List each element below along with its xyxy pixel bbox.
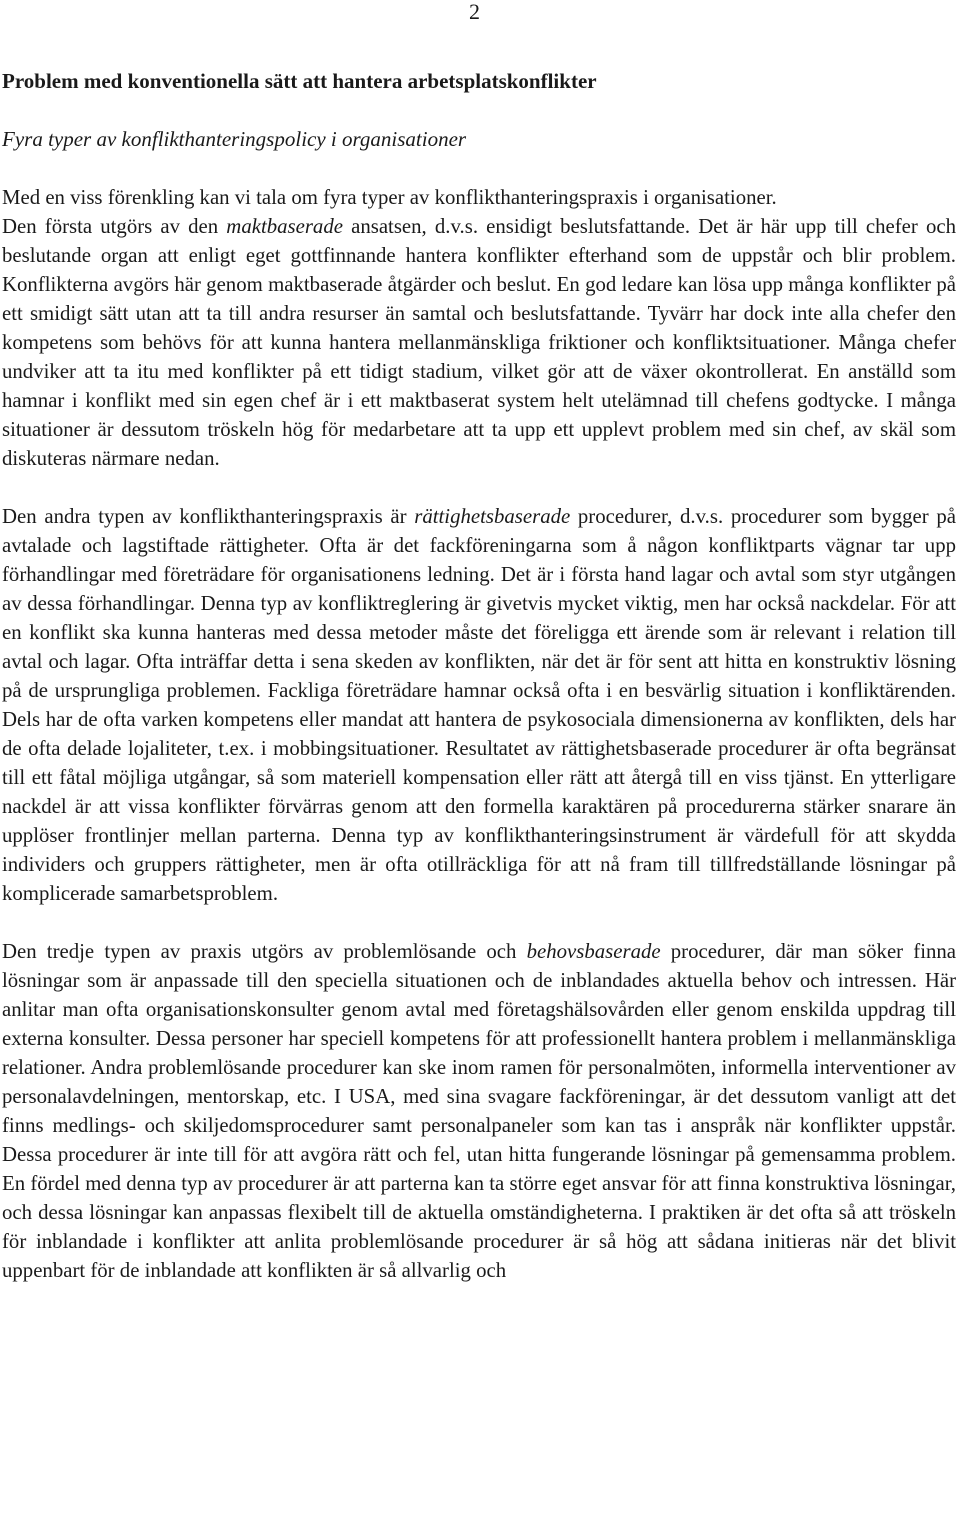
paragraph-2-emphasis: rättighetsbaserade	[414, 505, 571, 528]
section-heading: Problem med konventionella sätt att hantera arbetsplatskonflikter	[2, 69, 597, 93]
page-number: 2	[469, 0, 480, 24]
paragraph-3-text-start: Den tredje typen av praxis utgörs av problemlösande och	[2, 940, 527, 963]
paragraph-1-emphasis: maktbaserade	[226, 215, 343, 238]
paragraph-2-text-start: Den andra typen av konflikthanteringspraxis är	[2, 505, 415, 528]
paragraph-1-text-end: ansatsen, d.v.s. ensidigt beslutsfattande. Det är här upp till chefer och beslutande organ att enligt eget gottfinnande hantera konflikter efterhand som de uppstår och blir problem. Konflikterna avgörs här genom maktbaserade åtgärder och beslut. En god ledare kan lösa upp många konflikter på ett smidigt sätt utan att ta till andra resurser än samtal och beslutsfattande. Tyvärr har dock inte alla chefer den kompetens som behövs för att kunna hantera mellanmänskliga friktioner och konfliktsituationer. Många chefer undviker att ta itu med konflikter på ett tidigt stadium, vilket gör att de växer okontrollerat. En anställd som hamnar i konflikt med sin egen chef är i ett maktbaserat system helt utelämnad till chefens godtycke. I många situationer är dessutom tröskeln hög för medarbetare att ta upp ett upplevt problem med sin chef, av skäl som diskuteras närmare nedan.	[2, 215, 956, 470]
paragraph-second-type	[2, 502, 956, 908]
document-body	[2, 67, 956, 1285]
intro-sentence: Med en viss förenkling kan vi tala om fyra typer av konflikthanteringspraxis i organisationer.	[2, 186, 777, 209]
paragraph-third-type	[2, 937, 956, 1285]
paragraph-1-text-start: Den första utgörs av den	[2, 215, 227, 238]
subsection-heading: Fyra typer av konflikthanteringspolicy i organisationer	[2, 127, 467, 151]
paragraph-2-text-end: procedurer, d.v.s. procedurer som bygger på avtalade och lagstiftade rättigheter. Ofta är det fackföreningarna som å någon konfliktparts vägnar tar upp förhandlingar med företrädare för organisationens ledning. Det är i första hand lagar och avtal som styr utgången av dessa förhandlingar. Denna typ av konfliktreglering är givetvis mycket viktig, men har också nackdelar. För att en konflikt ska kunna hanteras med dessa metoder måste det föreligga ett ärende som är relevant i relation till avtal och lagar. Ofta inträffar detta i sena skeden av konflikten, när det är för sent att hitta en konstruktiv lösning på de ursprungliga problemen. Fackliga företrädare hamnar också ofta i en besvärlig situation i konfliktärenden. Dels har de ofta varken kompetens eller mandat att hantera de psykosociala dimensionerna av konflikten, dels har de ofta delade lojaliteter, t.ex. i mobbingsituationer. Resultatet av rättighetsbaserade procedurer är ofta begränsat till ett fåtal möjliga utgångar, så som materiell kompensation eller rätt att återgå till en viss tjänst. En ytterligare nackdel är att vissa konflikter förvärras genom att den formella karaktären på procedurerna stärker snarare än upplöser frontlinjer mellan parterna. Denna typ av konflikthanteringsinstrument är värdefull för att skydda individers och gruppers rättigheter, men är ofta otillräckliga för att nå fram till tillfredställande lösningar på komplicerade samarbetsproblem.	[2, 505, 957, 905]
paragraph-intro-and-first-type	[2, 183, 956, 473]
paragraph-3-text-end: procedurer, där man söker finna lösningar som är anpassade till den speciella situationen och de inblandades aktuella behov och intressen. Här anlitar man ofta organisationskonsulter genom avtal med företagshälsovården eller genom enskilda uppdrag till externa konsulter. Dessa personer har speciell kompetens för att professionellt hantera problem i mellanmänskliga relationer. Andra problemlösande procedurer kan ske inom ramen för personalmöten, informella interventioner av personalavdelningen, mentorskap, etc. I USA, med sina svagare fackföreningar, är det dessutom vanligt att det finns medlings- och skiljedomsprocedurer samt personalpaneler som kan tas i anspråk när konflikter uppstår. Dessa procedurer är inte till för att avgöra rätt och fel, utan hitta fungerande lösningar på gemensamma problem. En fördel med denna typ av procedurer är att parterna kan ta större eget ansvar för att finna konstruktiva lösningar, och dessa lösningar kan anpassas flexibelt till de aktuella omständigheterna. I praktiken är det ofta så att tröskeln för inblandade i konflikter att anlita problemlösande procedurer är så hög att sådana initieras när det blivit uppenbart för de inblandade att konflikten är så allvarlig och	[2, 940, 956, 1282]
paragraph-3-emphasis: behovsbaserade	[526, 940, 661, 963]
